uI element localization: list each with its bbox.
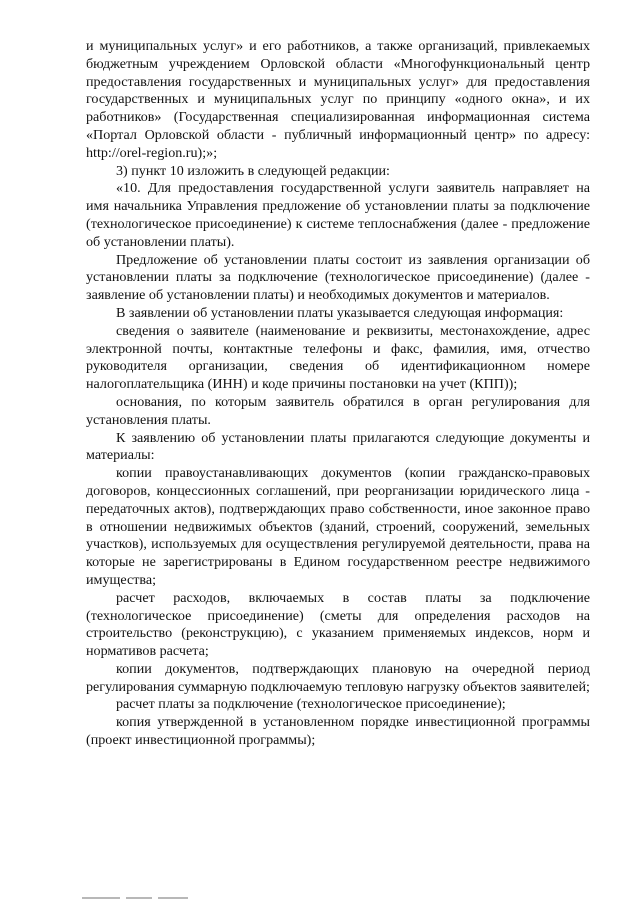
paragraph-investment-program: копия утвержденной в установленном порядке инвестиционной программы (проект инвестиционной программы); (86, 714, 590, 749)
paragraph-continuation: и муниципальных услуг» и его работников, а также организаций, привлекаемых бюджетным учреждением Орловской области «Многофункциональный центр предоставления государственных и муниципальных услуг» для предоставления государственных и муниципальных услуг по принципу «одного окна», и их работников» (Государственная специализированная информационная система «Портал Орловской области - публичный информационный центр» по адресу: http://orel-region.ru);»; (86, 38, 590, 161)
paragraph-applicant-details: сведения о заявителе (наименование и реквизиты, местонахождение, адрес электронной почты, контактные телефоны и факс, фамилия, имя, отчество руководителя организации, сведения об идентификационном номере налогоплательщика (ИНН) и коде причины постановки на учет (КПП)); (86, 322, 590, 393)
scan-footer-mark (82, 897, 192, 902)
paragraph-grounds: основания, по которым заявитель обратился в орган регулирования для установления платы. (86, 393, 590, 428)
paragraph-application-info: В заявлении об установлении платы указывается следующая информация: (116, 304, 564, 321)
paragraph-cost-calculation: расчет расходов, включаемых в состав платы за подключение (технологическое присоединение) (сметы для определения расходов на строительство (реконструкцию), с указанием применяемых индексов, норм и нормативов расчета; (86, 589, 590, 660)
paragraph-planned-load: копии документов, подтверждающих плановую на очередной период регулирования суммарную подключаемую тепловую нагрузку объектов заявителей; (86, 660, 590, 695)
paragraph-fee-calculation: расчет платы за подключение (технологическое присоединение); (116, 696, 506, 713)
paragraph-proposal-composition: Предложение об установлении платы состоит из заявления организации об установлении платы за подключение (технологическое присоединение) (далее - заявление об установлении платы) и необходимых документов и материалов. (86, 251, 590, 304)
paragraph-title-documents: копии правоустанавливающих документов (копии гражданско-правовых договоров, концессионных соглашений, при реорганизации юридического лица - передаточных актов), подтверждающих право собственности, иное законное право в отношении недвижимых объектов (зданий, строений, сооружений, земельных участков), используемых для осуществления регулируемой деятельности, права на которые не зарегистрированы в Едином государственном реестре недвижимого имущества; (86, 465, 590, 588)
document-body (86, 38, 590, 750)
paragraph-point-10: «10. Для предоставления государственной услуги заявитель направляет на имя начальника Управления предложение об установлении платы за подключение (технологическое присоединение) к системе теплоснабжения (далее - предложение об установлении платы). (86, 180, 590, 250)
paragraph-attachments: К заявлению об установлении платы прилагаются следующие документы и материалы: (86, 429, 590, 464)
paragraph-item-3: 3) пункт 10 изложить в следующей редакции: (116, 162, 390, 179)
